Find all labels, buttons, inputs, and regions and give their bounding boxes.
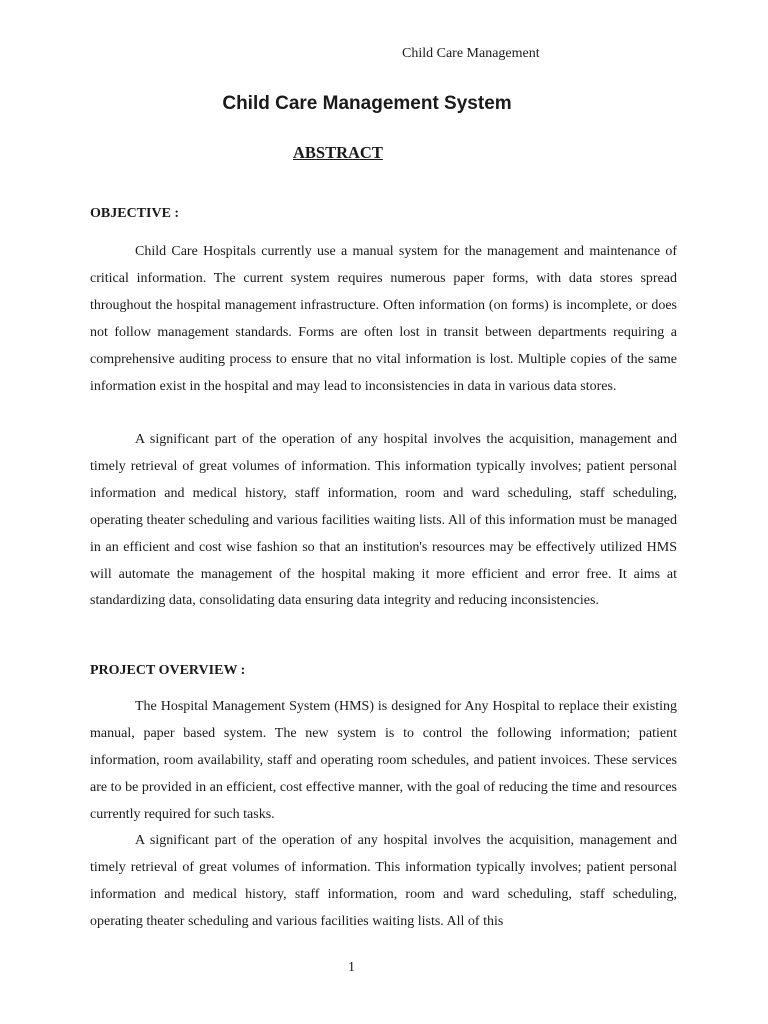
overview-paragraph-1: The Hospital Management System (HMS) is designed for Any Hospital to replace their existing manual, paper based system. The new system is to control the following information; patient information, room availability, staff and operating room schedules, and patient invoices. These services are to be provided in an efficient, cost effective manner, with the goal of reducing the time and resources currently required for such tasks. [90,699,677,822]
project-overview-heading: PROJECT OVERVIEW : [90,663,246,678]
document-title: Child Care Management System [222,93,512,114]
page-number: 1 [348,960,355,975]
abstract-heading: ABSTRACT [293,143,383,162]
objective-paragraph-2: A significant part of the operation of any hospital involves the acquisition, management and timely retrieval of great volumes of information. This information typically involves; patient personal information and medical history, staff information, room and ward scheduling, staff scheduling, operating theater scheduling and various facilities waiting lists. All of this information must be managed in an efficient and cost wise fashion so that an institution's resources may be effectively utilized HMS will automate the management of the hospital making it more efficient and error free. It aims at standardizing data, consolidating data ensuring data integrity and reducing inconsistencies. [90,432,677,609]
objective-paragraph-1: Child Care Hospitals currently use a manual system for the management and maintenance of critical information. The current system requires numerous paper forms, with data stores spread throughout the hospital management infrastructure. Often information (on forms) is incomplete, or does not follow management standards. Forms are often lost in transit between departments requiring a comprehensive auditing process to ensure that no vital information is lost. Multiple copies of the same information exist in the hospital and may lead to inconsistencies in data in various data stores. [90,244,677,394]
running-header: Child Care Management [402,46,540,61]
objective-heading: OBJECTIVE : [90,206,180,221]
overview-paragraph-2: A significant part of the operation of any hospital involves the acquisition, management and timely retrieval of great volumes of information. This information typically involves; patient personal information and medical history, staff information, room and ward scheduling, staff scheduling, operating theater scheduling and various facilities waiting lists. All of this [90,833,677,929]
